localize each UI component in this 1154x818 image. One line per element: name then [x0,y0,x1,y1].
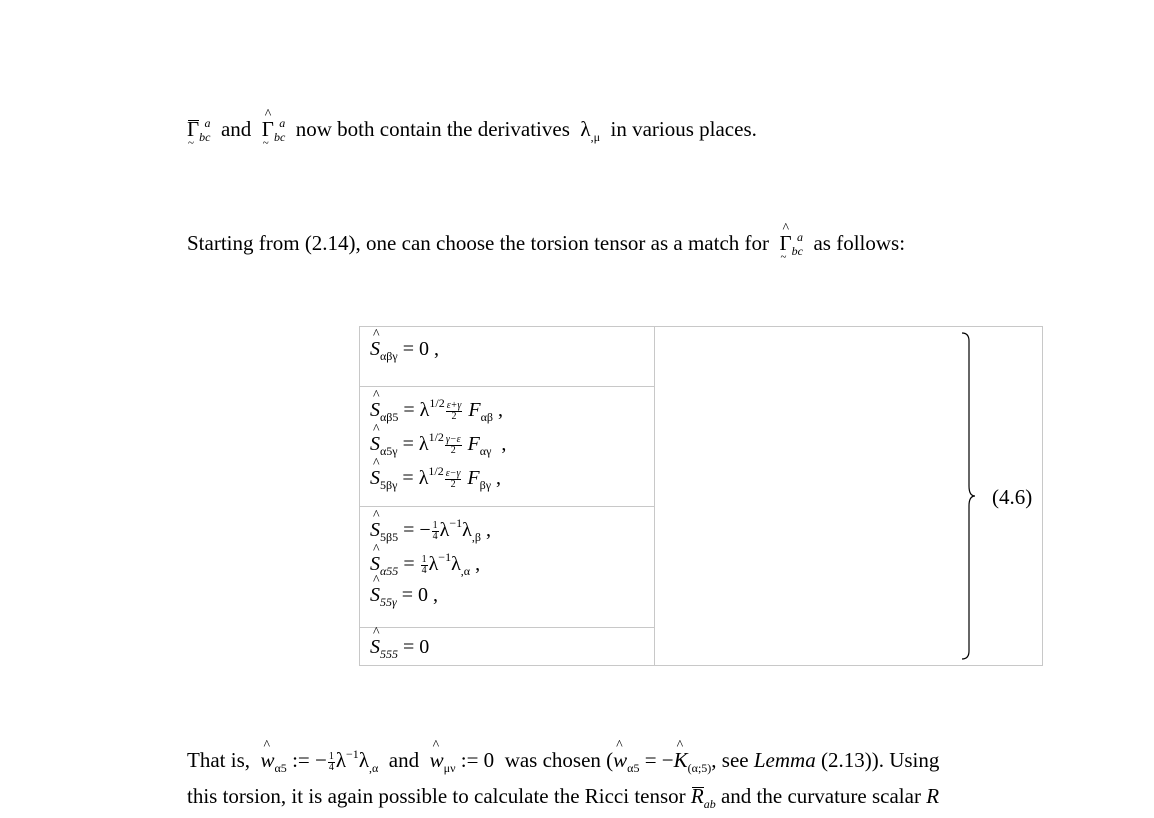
equation-3: ^ $S_{\alpha 5\gamma} = \lambda^{1/2}$ $\frac{\gamma-\varepsilon}{2}$ $F_{\alpha\gamma}$ , [370,431,506,457]
line2-tail: as follows: [813,231,906,255]
equation-5: ^ $S_{5\beta 5}$ = − $\frac{1}{4}$ $\lambda^{-1}\lambda_{,\beta}$ , [370,517,491,543]
row-separator-3 [360,627,654,628]
equation-number: (4.6) [992,485,1033,509]
line2-text: Starting from (2.14), one can choose the torsion tensor as a match for [187,231,770,255]
right-brace [960,331,980,661]
equation-6: ^ $S_{\alpha 55}$ = $\frac{1}{4}$ $\lambda^{-1}\lambda_{,\alpha}$ , [370,551,480,577]
equation-1: ^ $S_{\alpha\beta\gamma} = 0$ , [370,339,439,362]
paragraph-line-1: That is, ^ $w_{\alpha 5}$ := − $\frac{1}{4}$ $\lambda^{-1}\lambda_{,\alpha}$ and ^ $w_{\mu\nu}$ := 0 was chosen (^ $w_{\alpha 5}$ = −^ $K_{(\alpha;5)}$, see Lemma (2.13)). Using [187,748,939,774]
gamma-bar-symbol: Γ $\sim_{bc}^a$ [187,117,210,141]
paragraph-line-2: this torsion, it is again possible to calculate the Ricci tensor $R_{ab}$ and the curvature scalar R [187,784,940,811]
equation-4: ^ $S_{5\beta\gamma} = \lambda^{1/2}$ $\frac{\varepsilon-\gamma}{2}$ $F_{\beta\gamma}$ , [370,465,501,491]
equation-2: ^ $S_{\alpha\beta 5} = \lambda^{1/2}$ $\frac{\varepsilon+\gamma}{2}$ $F_{\alpha\beta}$ , [370,397,503,423]
gamma-hat-symbol-2: ^ Γ $\sim_{bc}^a$ [780,231,803,255]
and-word: and [220,117,252,141]
equation-8: ^ $S_{555} = 0$ [370,637,429,660]
text-line-2 [187,231,905,257]
text-line-1 [187,117,757,143]
row-separator-1 [360,386,654,387]
gamma-hat-symbol: ^ Γ $\sim_{bc}^a$ [262,117,285,141]
line1-text: now both contain the derivatives [295,117,570,141]
line1-tail: in various places. [610,117,757,141]
row-separator-2 [360,506,654,507]
table-divider [654,327,655,665]
equation-7: ^ $S_{55\gamma} = 0$ , [370,585,438,608]
lemma-ref: Lemma [753,748,816,772]
ricci-tensor-symbol: R [690,784,704,808]
equation-table [359,326,1043,666]
lambda-derivative: $\lambda_{,\mu}$ [580,117,600,144]
